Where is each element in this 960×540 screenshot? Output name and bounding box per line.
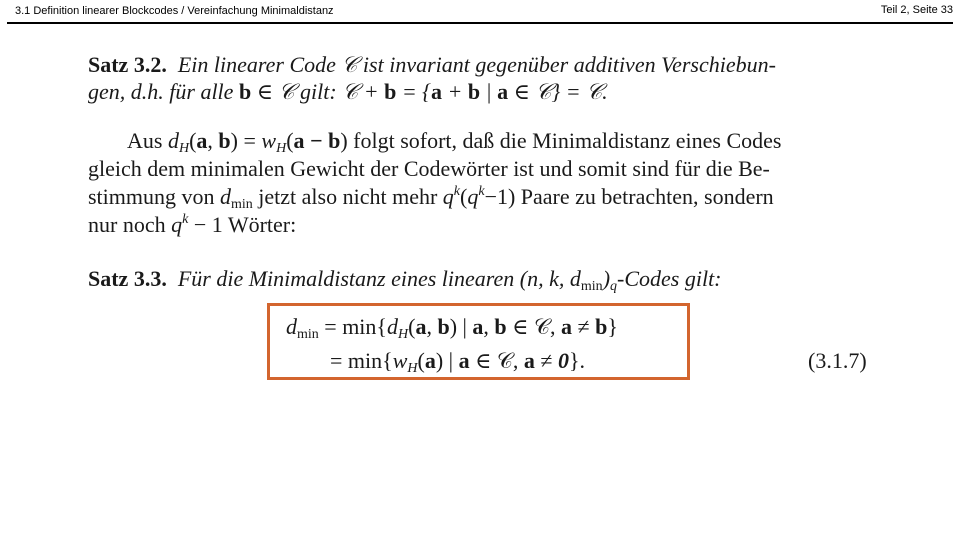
paragraph-line-3: stimmung von $d_{min}$ jetzt also nicht mehr $q^k(q^k-1)$ Paare zu betrachten, sondern (88, 184, 774, 212)
satz-3-2-line-2: gen, d.h. für alle b ∈ 𝒞 gilt: 𝒞 + b = {a + b | a ∈ 𝒞} = 𝒞. (88, 79, 608, 104)
paragraph-line-1: Aus $d_H(a$, $b) = w_H(a - b)$ folgt sofort, daß die Minimaldistanz eines Codes (127, 128, 782, 156)
page-indicator: Teil 2, Seite 33 (880, 4, 953, 16)
slide-title: 3.1 Definition linearer Blockcodes / Vereinfachung Minimaldistanz (15, 5, 334, 17)
satz-3-2-label: Satz 3.2. (88, 52, 167, 77)
equation-line-1: $d_{min} = \min\{d_H(a$, b) | a, b ∈ 𝒞, a ≠ b} (286, 314, 618, 342)
paragraph-line-2: gleich dem minimalen Gewicht der Codewörter ist und somit sind für die Be- (88, 156, 770, 181)
satz-3-2-line-1 (88, 52, 776, 78)
equation-line-2: = $\min\{w_H(a)$ | a ∈ 𝒞, a ≠ 0}. (330, 348, 586, 376)
satz-3-3-line (88, 266, 722, 292)
satz-3-3-label: Satz 3.3. (88, 266, 167, 291)
equation-number: (3.1.7) (808, 348, 867, 373)
satz-3-3-text: Für die Minimaldistanz eines linearen (n, k, $d_{min})_q$-Codes gilt: (172, 266, 722, 294)
satz-3-2-text-1: Ein linearer Code 𝒞 ist invariant gegenüber additiven Verschiebun- (172, 52, 776, 77)
paragraph-line-4: nur noch $q^k - 1$ Wörter: (88, 212, 297, 237)
